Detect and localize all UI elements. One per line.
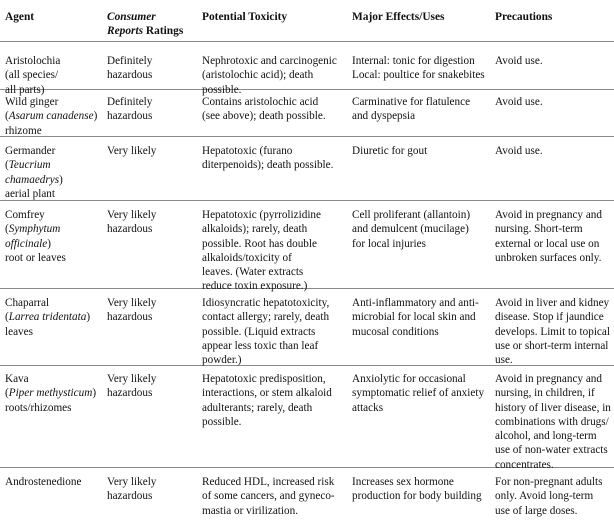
precautions-line: Avoid in pregnancy and	[495, 209, 602, 221]
agent-line: Androstenedione	[5, 476, 82, 488]
toxicity-line: alkaloids/toxicity of	[202, 251, 292, 264]
toxicity-line: possible.	[202, 415, 242, 428]
rating-line: Very likely	[107, 209, 157, 221]
rating-line: hazardous	[107, 223, 153, 236]
rating-line: Very likely	[107, 297, 157, 309]
cell-rating	[107, 54, 152, 83]
precautions-line: Avoid in liver and kidney	[495, 297, 610, 309]
species-name: officinale	[5, 237, 48, 250]
header-ratings-italic-2: Reports	[107, 25, 144, 38]
precautions-line: use.	[495, 354, 513, 367]
cell-precautions	[495, 95, 543, 109]
agent-line: Aristolochia	[5, 55, 61, 67]
header-ratings	[107, 10, 183, 39]
rating-line: Definitely	[107, 55, 153, 67]
cell-toxicity	[202, 475, 335, 518]
precautions-line: use of large doses.	[495, 504, 578, 517]
cell-agent	[5, 95, 97, 138]
toxicity-line: powder.)	[202, 354, 242, 367]
effects-line: for local injuries	[352, 237, 426, 250]
species-name: Piper methysticum	[8, 387, 93, 400]
header-ratings-suffix: Ratings	[143, 25, 184, 38]
rating-line: Very likely	[107, 145, 157, 157]
toxicity-line: Contains aristolochic acid	[202, 96, 319, 108]
agent-line: root or leaves	[5, 251, 66, 264]
precautions-line: Avoid use.	[495, 96, 543, 108]
cell-rating	[107, 372, 156, 401]
toxicity-line: leaves. (Water extracts	[202, 266, 304, 279]
cell-precautions	[495, 144, 543, 158]
row-divider	[0, 41, 614, 42]
species-name: Larrea tridentata	[8, 311, 87, 324]
header-precautions: Precautions	[495, 11, 553, 23]
agent-line: (Piper methysticum)	[5, 387, 97, 400]
effects-line: and dyspepsia	[352, 110, 416, 123]
precautions-line: alcohol, and long-term	[495, 430, 597, 443]
precautions-line: Avoid in pregnancy and	[495, 373, 602, 385]
toxicity-line: appear less toxic than leaf	[202, 339, 319, 352]
species-name: Asarum canadense	[8, 110, 94, 123]
toxicity-line: alkaloids); rarely, death	[202, 223, 308, 236]
precautions-line: use or short-term internal	[495, 339, 609, 352]
precautions-line: only. Avoid long-term	[495, 490, 594, 503]
cell-agent	[5, 475, 81, 489]
toxicity-line: possible. Root has double	[202, 237, 317, 250]
agent-line: chamaedrys)	[5, 173, 63, 186]
effects-line: Anti-inflammatory and anti-	[352, 297, 479, 309]
cell-agent	[5, 144, 63, 201]
cell-effects	[352, 95, 470, 124]
cell-toxicity	[202, 54, 337, 97]
cell-toxicity	[202, 208, 321, 294]
toxicity-line: (aristolochic acid); death	[202, 69, 314, 82]
toxicity-line: possible.	[202, 83, 242, 96]
agent-line: (Larrea tridentata)	[5, 311, 91, 324]
rating-line: hazardous	[107, 311, 153, 324]
toxicity-line: Hepatotoxic predisposition,	[202, 373, 326, 385]
header-effects: Major Effects/Uses	[352, 11, 445, 23]
effects-line: production for body building	[352, 490, 482, 503]
toxicity-line: (see above); death possible.	[202, 110, 326, 123]
rating-line: Very likely	[107, 476, 157, 488]
agent-line: Comfrey	[5, 209, 45, 221]
toxicity-line: adulterants; rarely, death	[202, 401, 313, 414]
agent-line: Wild ginger	[5, 96, 59, 108]
effects-line: and demulcent (mucilage)	[352, 223, 469, 236]
toxicity-line: diterpenoids); death possible.	[202, 159, 334, 172]
effects-line: Increases sex hormone	[352, 476, 454, 488]
toxicity-line: Idiosyncratic hepatotoxicity,	[202, 297, 330, 309]
rating-line: hazardous	[107, 490, 153, 503]
agent-line: (Symphytum	[5, 223, 61, 236]
precautions-line: external or local use on	[495, 237, 600, 250]
cell-agent	[5, 296, 90, 339]
toxicity-line: contact allergy; rarely, death	[202, 311, 330, 324]
header-ratings-italic-1: Consumer	[107, 11, 156, 23]
toxicity-line: Hepatotoxic (furano	[202, 145, 293, 157]
row-divider	[0, 200, 614, 201]
precautions-line: nursing. Short-term	[495, 223, 583, 236]
cell-agent	[5, 372, 96, 415]
toxicity-line: mastia or virilization.	[202, 504, 299, 517]
precautions-line: Avoid use.	[495, 145, 543, 157]
agent-line: (all species/	[5, 69, 59, 82]
precautions-line: concentrates.	[495, 458, 554, 471]
toxicity-line: Reduced HDL, increased risk	[202, 476, 335, 488]
agent-line: (Asarum canadense)	[5, 110, 98, 123]
effects-line: Anxiolytic for occasional	[352, 373, 466, 385]
rating-line: Definitely	[107, 96, 153, 108]
cell-precautions	[495, 54, 543, 68]
agent-line: all parts)	[5, 83, 45, 96]
toxicity-line: interactions, or stem alkaloid	[202, 387, 332, 400]
effects-line: Diuretic for gout	[352, 145, 428, 157]
effects-line: attacks	[352, 401, 384, 414]
toxicity-line: possible. (Liquid extracts	[202, 325, 316, 338]
effects-line: Carminative for flatulence	[352, 96, 471, 108]
cell-effects	[352, 54, 485, 83]
agent-line: Germander	[5, 145, 56, 157]
toxicity-line: Nephrotoxic and carcinogenic	[202, 55, 337, 67]
cell-rating	[107, 144, 156, 158]
rating-line: hazardous	[107, 110, 153, 123]
cell-toxicity	[202, 95, 326, 124]
toxicity-line: Hepatotoxic (pyrrolizidine	[202, 209, 321, 221]
cell-toxicity	[202, 296, 329, 367]
effects-line: Local: poultice for snakebites	[352, 69, 485, 82]
cell-rating	[107, 208, 156, 237]
rating-line: hazardous	[107, 387, 153, 400]
agent-line: aerial plant	[5, 187, 56, 200]
precautions-line: history of liver disease, in	[495, 401, 611, 414]
species-name: Symphytum	[8, 223, 61, 236]
agent-line: officinale)	[5, 237, 51, 250]
toxicity-line: reduce toxin exposure.)	[202, 280, 308, 293]
species-name: Teucrium	[8, 159, 51, 172]
precautions-line: combinations with drugs/	[495, 415, 609, 428]
effects-line: mucosal conditions	[352, 325, 439, 338]
cell-precautions	[495, 475, 603, 518]
cell-effects	[352, 144, 427, 158]
cell-effects	[352, 372, 484, 415]
effects-line: Internal: tonic for digestion	[352, 55, 475, 67]
cell-rating	[107, 296, 156, 325]
precautions-line: develops. Limit to topical	[495, 325, 610, 338]
precautions-line: For non-pregnant adults	[495, 476, 603, 488]
cell-precautions	[495, 296, 610, 367]
cell-effects	[352, 208, 470, 251]
agent-line: leaves	[5, 325, 33, 338]
precautions-line: Avoid use.	[495, 55, 543, 67]
agent-line: roots/rhizomes	[5, 401, 72, 414]
effects-line: symptomatic relief of anxiety	[352, 387, 485, 400]
precautions-line: disease. Stop if jaundice	[495, 311, 604, 324]
cell-toxicity	[202, 144, 333, 173]
cell-precautions	[495, 372, 611, 472]
cell-rating	[107, 95, 152, 124]
header-agent: Agent	[5, 11, 35, 23]
agent-line: Kava	[5, 373, 29, 385]
cell-effects	[352, 475, 482, 504]
header-toxicity: Potential Toxicity	[202, 11, 288, 23]
cell-precautions	[495, 208, 602, 265]
cell-toxicity	[202, 372, 332, 429]
effects-line: Cell proliferant (allantoin)	[352, 209, 471, 221]
precautions-line: nursing, in children, if	[495, 387, 595, 400]
effects-line: microbial for local skin and	[352, 311, 476, 324]
agent-line: rhizome	[5, 124, 42, 137]
cell-agent	[5, 208, 66, 265]
cell-effects	[352, 296, 479, 339]
precautions-line: use of non-water extracts	[495, 444, 608, 457]
toxicity-line: of some cancers, and gyneco-	[202, 490, 335, 503]
cell-agent	[5, 54, 60, 97]
agent-line: (Teucrium	[5, 159, 51, 172]
precautions-line: unbroken surfaces only.	[495, 251, 602, 264]
agent-line: Chaparral	[5, 297, 50, 309]
rating-line: Very likely	[107, 373, 157, 385]
species-name: chamaedrys	[5, 173, 60, 186]
cell-rating	[107, 475, 156, 504]
rating-line: hazardous	[107, 69, 153, 82]
